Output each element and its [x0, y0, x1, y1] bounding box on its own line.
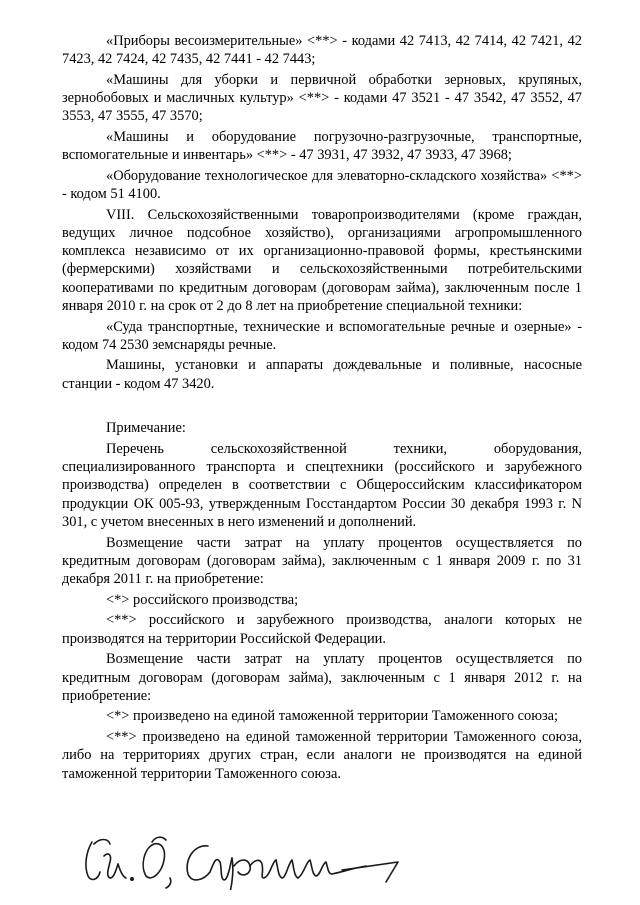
- section-gap: [62, 395, 582, 419]
- paragraph-scales: «Приборы весоизмерительные» <**> - кодами 42 7413, 42 7414, 42 7421, 42 7423, 42 7424, 42 7435, 42 7441 - 42 7443;: [62, 33, 582, 68]
- paragraph-loading-machines: «Машины и оборудование погрузочно-разгрузочные, транспортные, вспомогательные и инвентарь» <**> - 47 3931, 47 3932, 47 3933, 47 3968;: [62, 129, 582, 164]
- note-footnote-customs-double: <**> произведено на единой таможенной территории Таможенного союза, либо на территориях других стран, если аналоги не производятся на единой таможенной территории Таможенного союза.: [62, 729, 582, 782]
- paragraph-elevator-equipment: «Оборудование технологическое для элеваторно-складского хозяйства» <**> - кодом 51 4100.: [62, 167, 582, 203]
- note-title: Примечание:: [106, 420, 186, 437]
- paragraph-river-vessels: «Суда транспортные, технические и вспомогательные речные и озерные» - кодом 74 2530 земснаряды речные.: [62, 318, 582, 353]
- paragraph-irrigation-machines: Машины, установки и аппараты дождевальные и поливные, насосные станции - кодом 47 3420.: [62, 357, 582, 392]
- note-footnote-double-star: <**> российского и зарубежного производства, аналоги которых не производятся на территории Российской Федерации.: [62, 612, 582, 647]
- note-paragraph-list-definition: Перечень сельскохозяйственной техники, оборудования, специализированного транспорта и спецтехники (российского и зарубежного производства) определен в соответствии с Общероссийским классификатором продукции ОК 005-93, утвержденным Госстандартом России 30 декабря 1993 г. N 301, с учетом внесенных в него изменений и дополнений.: [62, 441, 582, 530]
- note-footnote-customs-single: <*> произведено на единой таможенной территории Таможенного союза;: [106, 708, 559, 725]
- paragraph-section-viii: VIII. Сельскохозяйственными товаропроизводителями (кроме граждан, ведущих личное подсобное хозяйство), организациями агропромышленного комплекса независимо от их организационно-правовой формы, крестьянскими (фермерскими) хозяйствами и сельскохозяйственными потребительскими кооперативами по кредитным договорам (договорам займа), заключенным после 1 января 2010 г. на срок от 2 до 8 лет на приобретение специальной техники:: [62, 206, 582, 314]
- document-body: [62, 32, 582, 785]
- note-footnote-single-star: <*> российского производства;: [106, 591, 299, 608]
- handwritten-signature: [80, 822, 420, 890]
- note-paragraph-2012: Возмещение части затрат на уплату процентов осуществляется по кредитным договорам (договорам займа), заключенным с 1 января 2012 г. на приобретение:: [62, 651, 582, 704]
- paragraph-harvest-machines: «Машины для уборки и первичной обработки зерновых, крупяных, зернобобовых и масличных культур» <**> - кодами 47 3521 - 47 3542, 47 3552, 47 3553, 47 3555, 47 3570;: [62, 71, 582, 125]
- note-paragraph-2009-2011: Возмещение части затрат на уплату процентов осуществляется по кредитным договорам (договорам займа), заключенным с 1 января 2009 г. по 31 декабря 2011 г. на приобретение:: [62, 534, 582, 587]
